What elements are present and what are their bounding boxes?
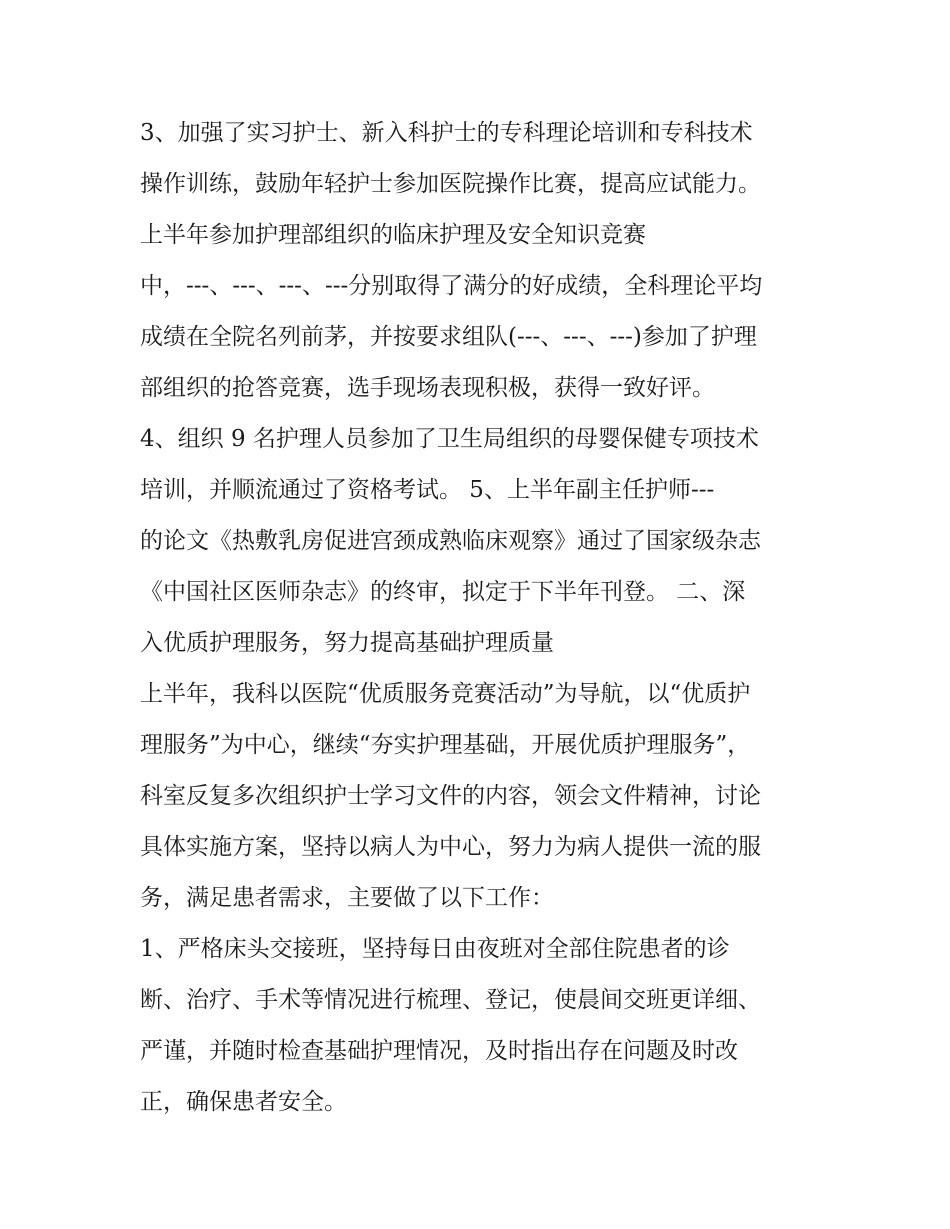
- text-line: 《中国社区医师杂志》的终审，拟定于下半年刊登。 二、深: [140, 579, 746, 605]
- text-line: 的论文《热敷乳房促进宫颈成熟临床观察》通过了国家级杂志: [140, 528, 761, 554]
- text-line: 1、严格床头交接班，坚持每日由夜班对全部住院患者的诊: [140, 936, 730, 962]
- text-line: 部组织的抢答竞赛，选手现场表现积极，获得一致好评。: [140, 375, 715, 401]
- text-line: 理服务”为中心，继续“夯实护理基础，开展优质护理服务”，: [140, 732, 751, 758]
- text-line: 上半年，我科以医院“优质服务竞赛活动”为导航，以“优质护: [140, 681, 751, 707]
- text-line: 务，满足患者需求，主要做了以下工作：: [140, 885, 554, 911]
- text-line: 3、加强了实习护士、新入科护士的专科理论培训和专科技术: [140, 120, 753, 146]
- text-line: 中，---、---、---、---分别取得了满分的好成绩，全科理论平均: [140, 273, 763, 299]
- text-line: 4、组织 9 名护理人员参加了卫生局组织的母婴保健专项技术: [140, 426, 759, 452]
- text-line: 入优质护理服务，努力提高基础护理质量: [140, 630, 554, 656]
- text-line: 科室反复多次组织护士学习文件的内容，领会文件精神，讨论: [140, 783, 761, 809]
- document-body: [140, 108, 830, 1128]
- text-line: 正，确保患者安全。: [140, 1089, 347, 1115]
- text-line: 培训，并顺流通过了资格考试。 5、上半年副主任护师---: [140, 477, 715, 503]
- text-line: 操作训练，鼓励年轻护士参加医院操作比赛，提高应试能力。: [140, 171, 761, 197]
- text-line: 上半年参加护理部组织的临床护理及安全知识竞赛: [140, 222, 646, 248]
- text-line: 成绩在全院名列前茅，并按要求组队(---、---、---)参加了护理: [140, 324, 757, 350]
- text-line: 断、治疗、手术等情况进行梳理、登记，使晨间交班更详细、: [140, 987, 761, 1013]
- text-line: 严谨，并随时检查基础护理情况，及时指出存在问题及时改: [140, 1038, 738, 1064]
- text-line: 具体实施方案，坚持以病人为中心，努力为病人提供一流的服: [140, 834, 761, 860]
